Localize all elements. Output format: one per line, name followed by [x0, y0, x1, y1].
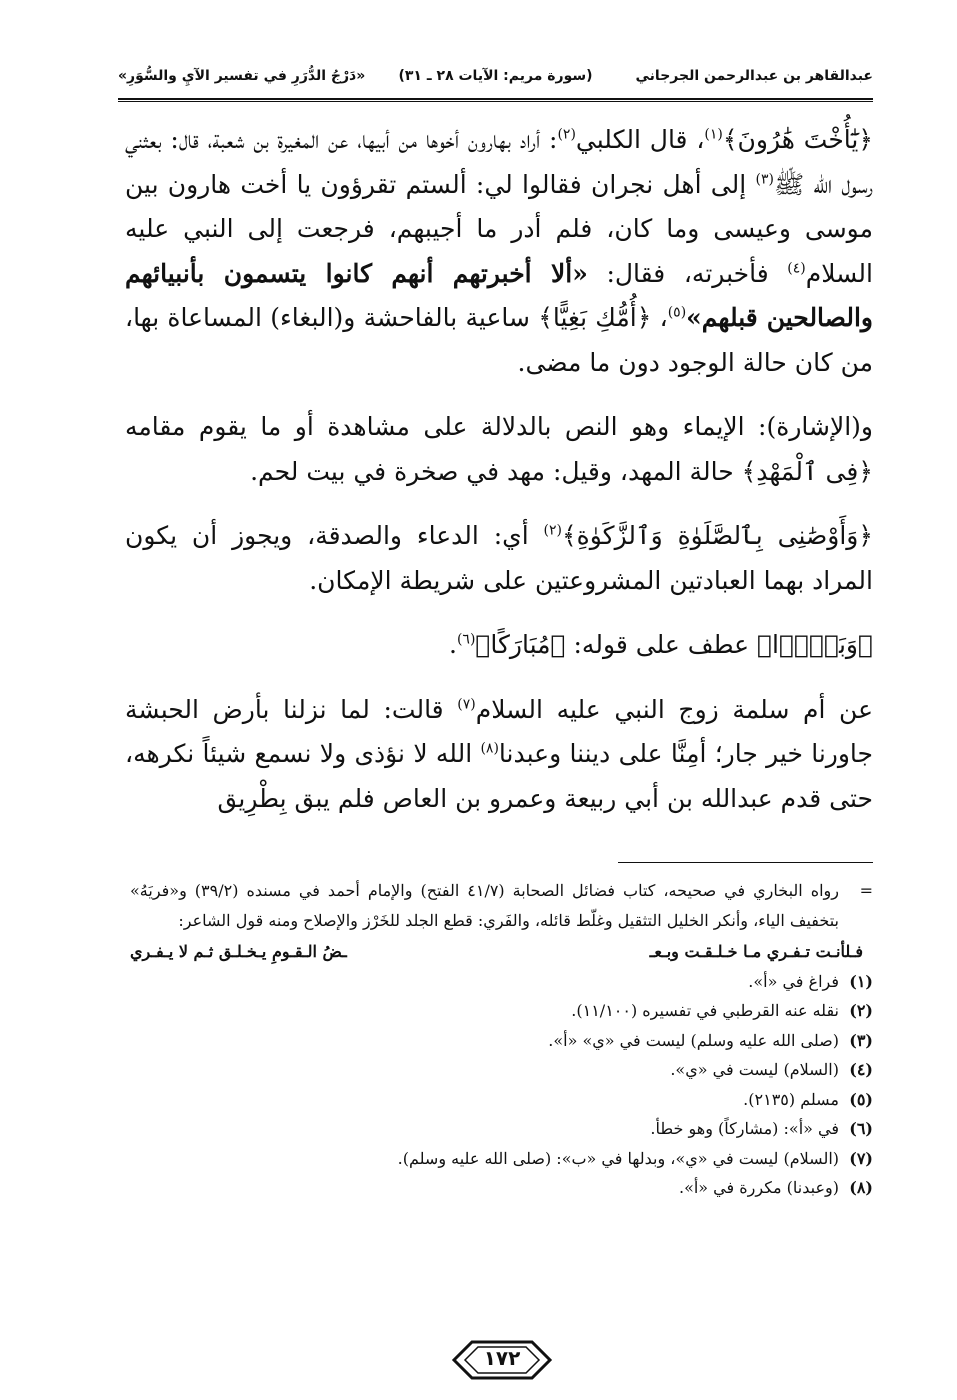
- footnote-ref: (٢): [543, 522, 562, 539]
- quran-quote: ﴿يَٰٓأُخْتَ هَٰرُونَ﴾: [722, 125, 874, 154]
- footnote-number: (٧): [849, 1148, 873, 1168]
- text-span: : أراد بهارون أخوها من أبيها، عن المغيرة بن شعبة، قال: بعثني رسول الله ﷺ: [125, 125, 873, 199]
- main-text: [125, 118, 873, 821]
- footnote-text: مسلم (٢١٣٥).: [743, 1089, 839, 1109]
- footnote-text: في «أ»: (مشاركاً) وهو خطأ.: [650, 1119, 839, 1138]
- page-number-ornament: [450, 1338, 554, 1382]
- text-span: و(الإشارة): الإيماء وهو النص بالدلالة على مشاهدة أو ما يقوم مقامه: [125, 412, 873, 441]
- footnote-number: (٣): [849, 1030, 873, 1050]
- footnote-item: [130, 1055, 873, 1085]
- footnote-text: (السلام) ليست في «ي».: [670, 1060, 839, 1079]
- footnote-number: (٤): [849, 1060, 873, 1079]
- quran-quote: ﴿وَأَوْصَٰنِى بِٱلصَّلَوٰةِ وَٱلزَّكَوٰةِ﴾: [562, 521, 873, 550]
- continuation-mark: =: [859, 881, 873, 900]
- footnote-separator: [618, 862, 873, 863]
- text-span: عن أم سلمة زوج النبي عليه السلام: [475, 694, 873, 724]
- footnote-number: (٢): [849, 1001, 873, 1020]
- hadith-quote: «ألا أخبرتهم أنهم كانوا يتسمون بأنبيائهم والصالحين قبلهم»: [125, 258, 873, 332]
- footnote-item: [130, 996, 873, 1026]
- quran-quote: ﴿أُمُّكِ بَغِيًّا﴾: [538, 303, 652, 332]
- paragraph-1: [125, 118, 873, 385]
- footnote-ref: (٢): [557, 126, 576, 143]
- footnote-number: (٨): [849, 1178, 873, 1197]
- footnote-text: (وعبدنا) مكررة في «أ».: [678, 1178, 839, 1197]
- text-span: حالة المهد، وقيل: مهد في صخرة في بيت لحم.: [250, 456, 742, 486]
- footnote-text: (صلى الله عليه وسلم) ليست في «ي» «أ».: [548, 1030, 839, 1050]
- footnote-ref: (٣): [755, 171, 774, 188]
- text-span: الله لا نؤذى ولا نسمع شيئاً نكرهه، حتى قدم عبدالله بن أبي ربيعة وعمرو بن العاص فلم يبق بِطْرِيق: [125, 739, 873, 813]
- footnote-list: [130, 967, 873, 1203]
- footnote-continuation: [130, 876, 873, 935]
- footnote-item: [130, 1144, 873, 1174]
- continuation-text: رواه البخاري في صحيحه، كتاب فضائل الصحابة (٤١/٧ الفتح) والإمام أحمد في مسنده (٣٩/٢) و«فريَهُ» بتخفيف الياء، وأنكر الخليل التثقيل وغلّط قائله، والفَري: قطع الجلد للخَرْز والإصلاح ومنه قول الشاعر:: [130, 881, 840, 930]
- footnote-ref: (٥): [667, 304, 687, 321]
- text-span: أي: الدعاء والصدقة، ويجوز أن يكون المراد بهما العبادتين المشروعتين على شريطة الإمكان.: [125, 521, 873, 595]
- paragraph-3: [125, 514, 873, 603]
- page-number: ١٧٢: [483, 1346, 521, 1370]
- text-span: ،: [651, 303, 668, 332]
- header-section: (سورة مريم: الآيات ٢٨ ـ ٣١): [398, 68, 593, 84]
- text-span: ساعية بالفاحشة و(البغاء) المساعاة بها، من كان حالة الوجود دون ما مضى.: [125, 303, 873, 377]
- text-span: إلى أهل نجران فقالوا لي: ألستم تقرؤون يا أخت هارون بين موسى وعيسى وما كان، فلم أدر ما أجيبهم، فرجعت إلى النبي عليه السلام: [125, 169, 873, 288]
- footnote-number: (١): [849, 971, 873, 991]
- footnote-item: [130, 1026, 873, 1056]
- footnote-number: (٦): [849, 1119, 873, 1138]
- footnote-item: [130, 967, 873, 997]
- footnotes: [130, 876, 873, 1203]
- footnote-ref: (١): [704, 126, 723, 143]
- footnote-text: فراغ في «أ».: [748, 971, 839, 991]
- footnote-ref: (٨): [480, 740, 499, 757]
- paragraph-5: [125, 688, 873, 822]
- footnote-text: (السلام) ليست في «ي»، وبدلها في «ب»: (صلى الله عليه وسلم).: [397, 1148, 839, 1168]
- text-span: قالت: لما نزلنا بأرض الحبشة جاورنا خير جار؛ أمِنَّا على ديننا وعبدنا: [125, 694, 873, 768]
- footnote-item: [130, 1114, 873, 1144]
- header-book-title: «دَرْجُ الدُّرَرِ في تفسير الآيِ والسُّوَرِ»: [118, 68, 366, 84]
- footnote-item: [130, 1173, 873, 1203]
- footnote-ref: (٦): [456, 631, 476, 648]
- footnote-ref: (٤): [787, 260, 806, 277]
- header-author: عبدالقاهر بن عبدالرحمن الجرجاني: [635, 68, 873, 84]
- paragraph-2: [125, 405, 873, 494]
- footnote-item: [130, 1085, 873, 1115]
- footnote-text: نقله عنه القرطبي في تفسيره (١١/١٠٠).: [571, 1001, 839, 1020]
- paragraph-4: [125, 623, 873, 668]
- verse-second-hemistich: ـضُ الـقـومِ يـخـلـق ثـم لا يـفـري: [130, 942, 347, 961]
- poetry-verse: [130, 937, 873, 967]
- footnote-ref: (٧): [457, 696, 476, 713]
- running-header: [118, 64, 873, 94]
- quran-quote: ﴿وَبَرًّۢا﴾: [757, 630, 873, 659]
- header-rule: [118, 98, 873, 100]
- quran-quote: ﴿فِى ٱلْمَهْدِ﴾: [741, 456, 873, 486]
- text-span: فأخبرته، فقال:: [587, 258, 788, 288]
- quran-quote: ﴿مُبَارَكًا﴾: [475, 630, 566, 659]
- text-span: ، قال الكلبي: [575, 125, 705, 154]
- text-span: عطف على قوله:: [565, 630, 757, 659]
- header-rule-thin: [118, 101, 873, 102]
- text-span: .: [448, 630, 457, 659]
- footnote-number: (٥): [849, 1089, 873, 1109]
- verse-first-hemistich: فـلأنـت تـفـري مـا خـلـقـت وبـعـ: [649, 942, 863, 961]
